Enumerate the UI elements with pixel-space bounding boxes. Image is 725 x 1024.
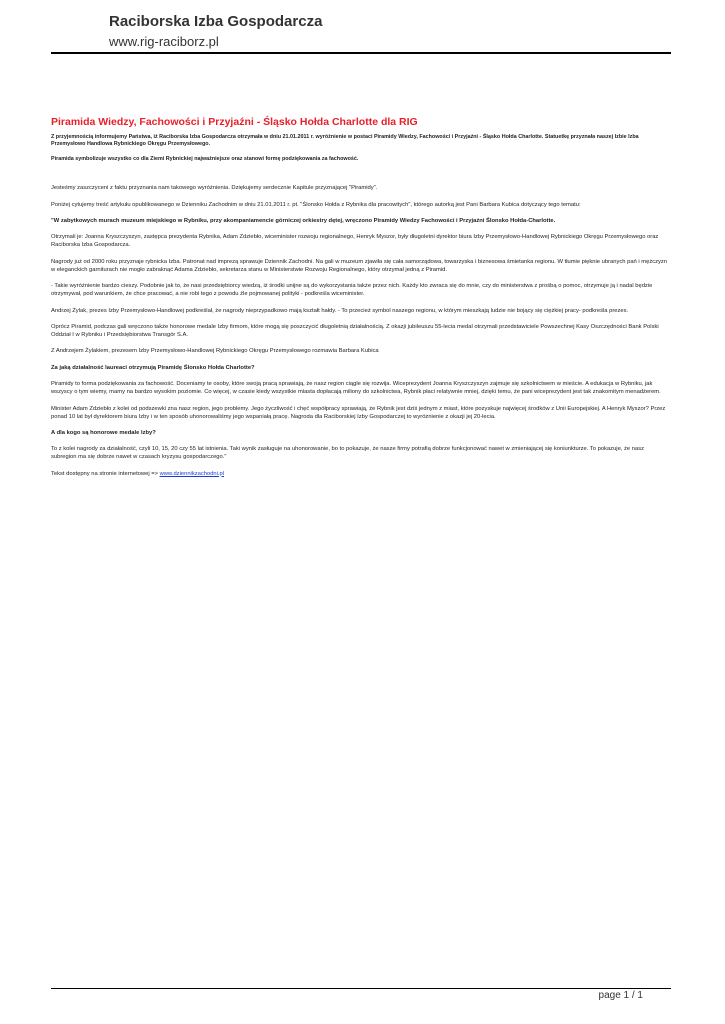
- header-divider: [51, 52, 671, 54]
- site-url: www.rig-raciborz.pl: [109, 34, 219, 49]
- article: [51, 116, 671, 486]
- paragraph: To z kolei nagrody za działalność, czyli 10, 15, 20 czy 55 lat istnienia. Taki wynik zasługuje na uhonorowanie, bo to pokazuje, że nasze firmy potrafią dobrze funkcjonować nawet w zmieniającej się koniunkturze. To pokazuje, że nasz subregion ma się dobrze nawet w czasach kryzysu gospodarczego.": [51, 446, 645, 461]
- paragraph: Z Andrzejem Żylakiem, prezesem Izby Przemysłowo-Handlowej Rybnickiego Okręgu Przemysłowego rozmawia Barbara Kubica: [51, 348, 379, 355]
- paragraph: - Takie wyróżnienie bardzo cieszy. Podobnie jak to, że nasi przedsiębiorcy wiedzą, iż środki unijne są do wykorzystania także przez nich. Każdy kto zwraca się do mnie, czy do ministerstwa z prośbą o pomoc, otrzymuje ją i nadal będzie otrzymywał, pod warunkiem, że chce pracować, a nie robi tego z powodu źle pojmowanej polityki - podkreśla wiceminister.: [51, 283, 653, 298]
- source-line: [51, 470, 671, 478]
- paragraph: Andrzej Żylak, prezes Izby Przemysłowo-Handlowej podkreślał, że nagrody nieprzypadkowo mają kształt hałdy. - To przecież symbol naszego regionu, w którym mieszkają ludzie nie bojący się ciężkiej pracy- podkreśla prezes.: [51, 307, 629, 314]
- paragraph: Poniżej cytujemy treść artykułu opublikowanego w Dzienniku Zachodnim w dniu 21.01.2011 r. pt. "Ślonsko Hołda z Rybnika dla pracowitych", którego autorką jest Pani Barbara Kubica dotyczący tego tematu:: [51, 201, 581, 208]
- site-title: Raciborska Izba Gospodarcza: [109, 13, 323, 30]
- paragraph-quote-lead: "W zabytkowych murach muzeum miejskiego w Rybniku, przy akompaniamencie górniczej orkiestry dętej, wręczono Piramidy Wiedzy Fachowości i Przyjaźni Ślonsko Hołda-Charlotte.: [51, 218, 556, 224]
- page-number: page 1 / 1: [598, 990, 643, 1001]
- paragraph: Piramidy to forma podziękowania za fachowość. Doceniamy te osoby, które swoją pracą sprawiają, że nasz region ciągle się rozwija. Wiceprezydent Joanna Kryszczyszyn zajmuje się szkolnictwem w mieście. A edukacja w Rybniku, jak wszyscy o tym wiemy, mamy na bardzo wysokim poziomie. Co więcej, w czasie kiedy wszystkie miasta dopłacają miliony do szkolnictwa, Rybnik płaci relatywnie mniej, dzięki temu, że pani wiceprezydent jest tak znakomitym menadżerem.: [51, 381, 661, 396]
- footer-divider: [51, 988, 671, 989]
- paragraph: Nagrody już od 2000 roku przyznaje rybnicka Izba. Patronat nad imprezą sprawuje Dziennik Zachodni. Na gali w muzeum zjawiła się cała samorządowa, towarzyska i biznesowa śmietanka regionu. W tłumie pięknie ubranych pań i mężczyzn w eleganckich garniturach nie mogło zabraknąć Adama Zdziebło, sekretarza stanu w Ministerstwie Rozwoju Regionalnego, który otrzymał jedną z Piramid.: [51, 258, 668, 273]
- interview-question: Za jaką działalność laureaci otrzymują Piramidę Ślonsko Hołda Charlotte?: [51, 364, 255, 371]
- source-link[interactable]: www.dziennikzachodni.pl: [159, 470, 225, 477]
- interview-question: A dla kogo są honorowe medale Izby?: [51, 429, 156, 436]
- article-title: Piramida Wiedzy, Fachowości i Przyjaźni - Śląsko Hołda Charlotte dla RIG: [51, 116, 418, 128]
- paragraph: Oprócz Piramid, podczas gali wręczono także honorowe medale Izby firmom, które mogą się poszczycić długoletnią działalnością. Z okazji jubileuszu 55-lecia medal otrzymali przedstawiciele Powszechnej Kasy Oszczędności Bank Polski Oddział I w Rybniku i Przedsiębiorstwa Transgór S.A.: [51, 323, 659, 338]
- article-intro-2: Piramida symbolizuje wszystko co dla Ziemi Rybnickiej najważniejsze oraz stanowi formę podziękowania za fachowość.: [51, 155, 359, 162]
- paragraph: Minister Adam Zdziebło z kolei od podszewki zna nasz region, jego problemy. Jego życzliwość i chęć współpracy sprawiają, że Rybnik jest dziś jednym z miast, które pozyskuje najwięcej środków z Unii Europejskiej. A Henryk Myszor? Przez ponad 10 lat był dyrektorem biura Izby i w ten sposób uhonorowaliśmy jego wspaniałą pracę. Nagroda dla Raciborskiej Izby Gospodarczej to wyróżnienie z okazji jej 20-lecia.: [51, 405, 666, 420]
- source-label: Tekst dostępny na stronie internetowej =>: [51, 470, 160, 477]
- paragraph: Otrzymali je: Joanna Kryszczyszyn, zastępca prezydenta Rybnika, Adam Zdziebło, wiceminister rozwoju regionalnego, Henryk Myszor, były długoletni dyrektor biura Izby Przemysłowo-Handlowej Rybnickiego Okręgu Przemysłowego oraz Raciborska Izba Gospodarcza.: [51, 234, 659, 249]
- article-intro: Z przyjemnością informujemy Państwa, iż Raciborska Izba Gospodarcza otrzymała w dniu 21.01.2011 r. wyróżnienie w postaci Piramidy Wiedzy, Fachowości i Przyjaźni - Śląsko Hołda Charlotte. Statuetkę przyznała naszej Izbie Izba Przemysłowo Handlowa Rybnickiego Okręgu Przemysłowego.: [51, 134, 639, 148]
- page-header: [109, 13, 669, 51]
- paragraph: Jesteśmy zaszczyceni z faktu przyznania nam takowego wyróżnienia. Dziękujemy serdecznie Kapitule przyznającej "Piramidy".: [51, 185, 378, 192]
